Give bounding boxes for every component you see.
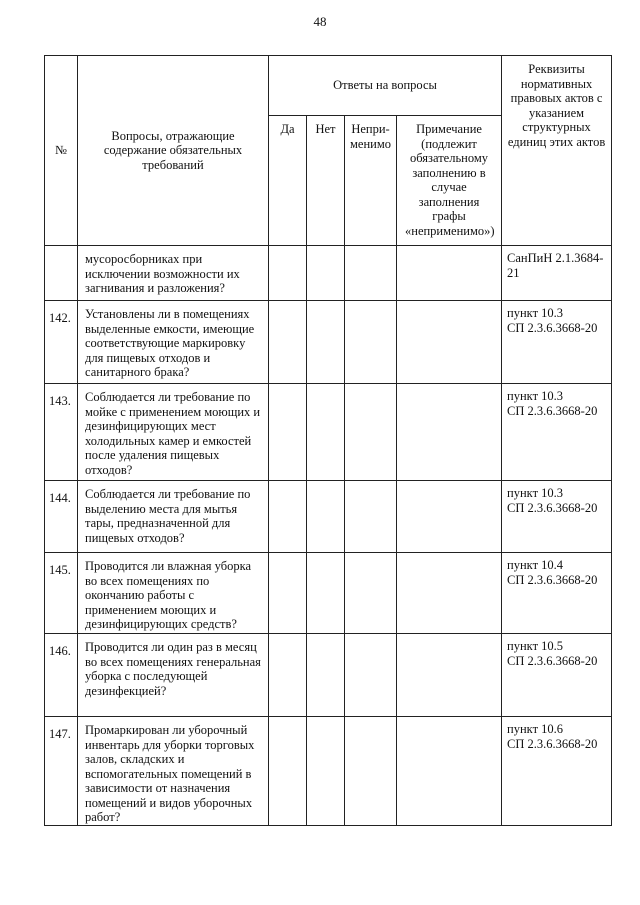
note-cell [397, 717, 502, 826]
table-row [45, 717, 612, 826]
row-requisite: СанПиН 2.1.3684-21 [502, 246, 612, 301]
table-row [45, 301, 612, 384]
row-requisite: пункт 10.3 СП 2.3.6.3668-20 [502, 481, 612, 553]
answer-yes-cell [269, 717, 307, 826]
answer-no-cell [307, 553, 345, 634]
row-question: Установлены ли в помещениях выделенные емкости, имеющие соответствующие маркировку для пищевых отходов и санитарного брака? [78, 301, 269, 384]
row-question: Проводится ли один раз в месяц во всех помещениях генеральная уборка с последующей дезинфекцией? [78, 634, 269, 717]
header-requisites: Реквизиты нормативных правовых актов с указанием структурных единиц этих актов [502, 56, 612, 246]
row-number: 142. [45, 301, 78, 384]
answer-no-cell [307, 717, 345, 826]
row-question: Проводится ли влажная уборка во всех помещениях по окончанию работы с применением моющих и дезинфицирующих средств? [78, 553, 269, 634]
answer-na-cell [345, 634, 397, 717]
header-note: Примечание (подлежит обязательному заполнению в случае заполнения графы «неприменимо») [397, 116, 502, 246]
row-requisite: пункт 10.3 СП 2.3.6.3668-20 [502, 384, 612, 481]
row-number: 143. [45, 384, 78, 481]
note-cell [397, 384, 502, 481]
note-cell [397, 634, 502, 717]
checklist-table [44, 55, 612, 826]
answer-na-cell [345, 481, 397, 553]
row-number [45, 246, 78, 301]
answer-no-cell [307, 481, 345, 553]
header-not-applicable: Непри- менимо [345, 116, 397, 246]
row-number: 144. [45, 481, 78, 553]
answer-no-cell [307, 634, 345, 717]
row-question: Промаркирован ли уборочный инвентарь для уборки торговых залов, складских и вспомогательных помещений в зависимости от назначения помещений и видов уборочных работ? [78, 717, 269, 826]
row-requisite: пункт 10.6 СП 2.3.6.3668-20 [502, 717, 612, 826]
row-number: 147. [45, 717, 78, 826]
answer-yes-cell [269, 246, 307, 301]
row-requisite: пункт 10.3 СП 2.3.6.3668-20 [502, 301, 612, 384]
note-cell [397, 553, 502, 634]
header-no: Нет [307, 116, 345, 246]
header-questions: Вопросы, отражающие содержание обязательных требований [78, 56, 269, 246]
header-number: № [45, 56, 78, 246]
answer-na-cell [345, 553, 397, 634]
page-number: 48 [313, 14, 327, 29]
answer-na-cell [345, 717, 397, 826]
answer-no-cell [307, 246, 345, 301]
row-number: 145. [45, 553, 78, 634]
answer-yes-cell [269, 301, 307, 384]
row-question: Соблюдается ли требование по выделению места для мытья тары, предназначенной для пищевых отходов? [78, 481, 269, 553]
header-answers: Ответы на вопросы [269, 56, 502, 116]
answer-no-cell [307, 384, 345, 481]
note-cell [397, 301, 502, 384]
row-question: мусоросборниках при исключении возможности их загнивания и разложения? [78, 246, 269, 301]
note-cell [397, 481, 502, 553]
row-number: 146. [45, 634, 78, 717]
table-row [45, 481, 612, 553]
table-body [45, 246, 612, 826]
answer-na-cell [345, 384, 397, 481]
note-cell [397, 246, 502, 301]
row-requisite: пункт 10.5 СП 2.3.6.3668-20 [502, 634, 612, 717]
row-requisite: пункт 10.4 СП 2.3.6.3668-20 [502, 553, 612, 634]
answer-yes-cell [269, 553, 307, 634]
answer-na-cell [345, 301, 397, 384]
answer-no-cell [307, 301, 345, 384]
answer-yes-cell [269, 481, 307, 553]
answer-yes-cell [269, 634, 307, 717]
table-row [45, 634, 612, 717]
table-row [45, 246, 612, 301]
answer-na-cell [345, 246, 397, 301]
table-row [45, 553, 612, 634]
answer-yes-cell [269, 384, 307, 481]
table-row [45, 384, 612, 481]
header-yes: Да [269, 116, 307, 246]
row-question: Соблюдается ли требование по мойке с применением моющих и дезинфицирующих мест холодильных камер и емкостей после удаления пищевых отходов? [78, 384, 269, 481]
